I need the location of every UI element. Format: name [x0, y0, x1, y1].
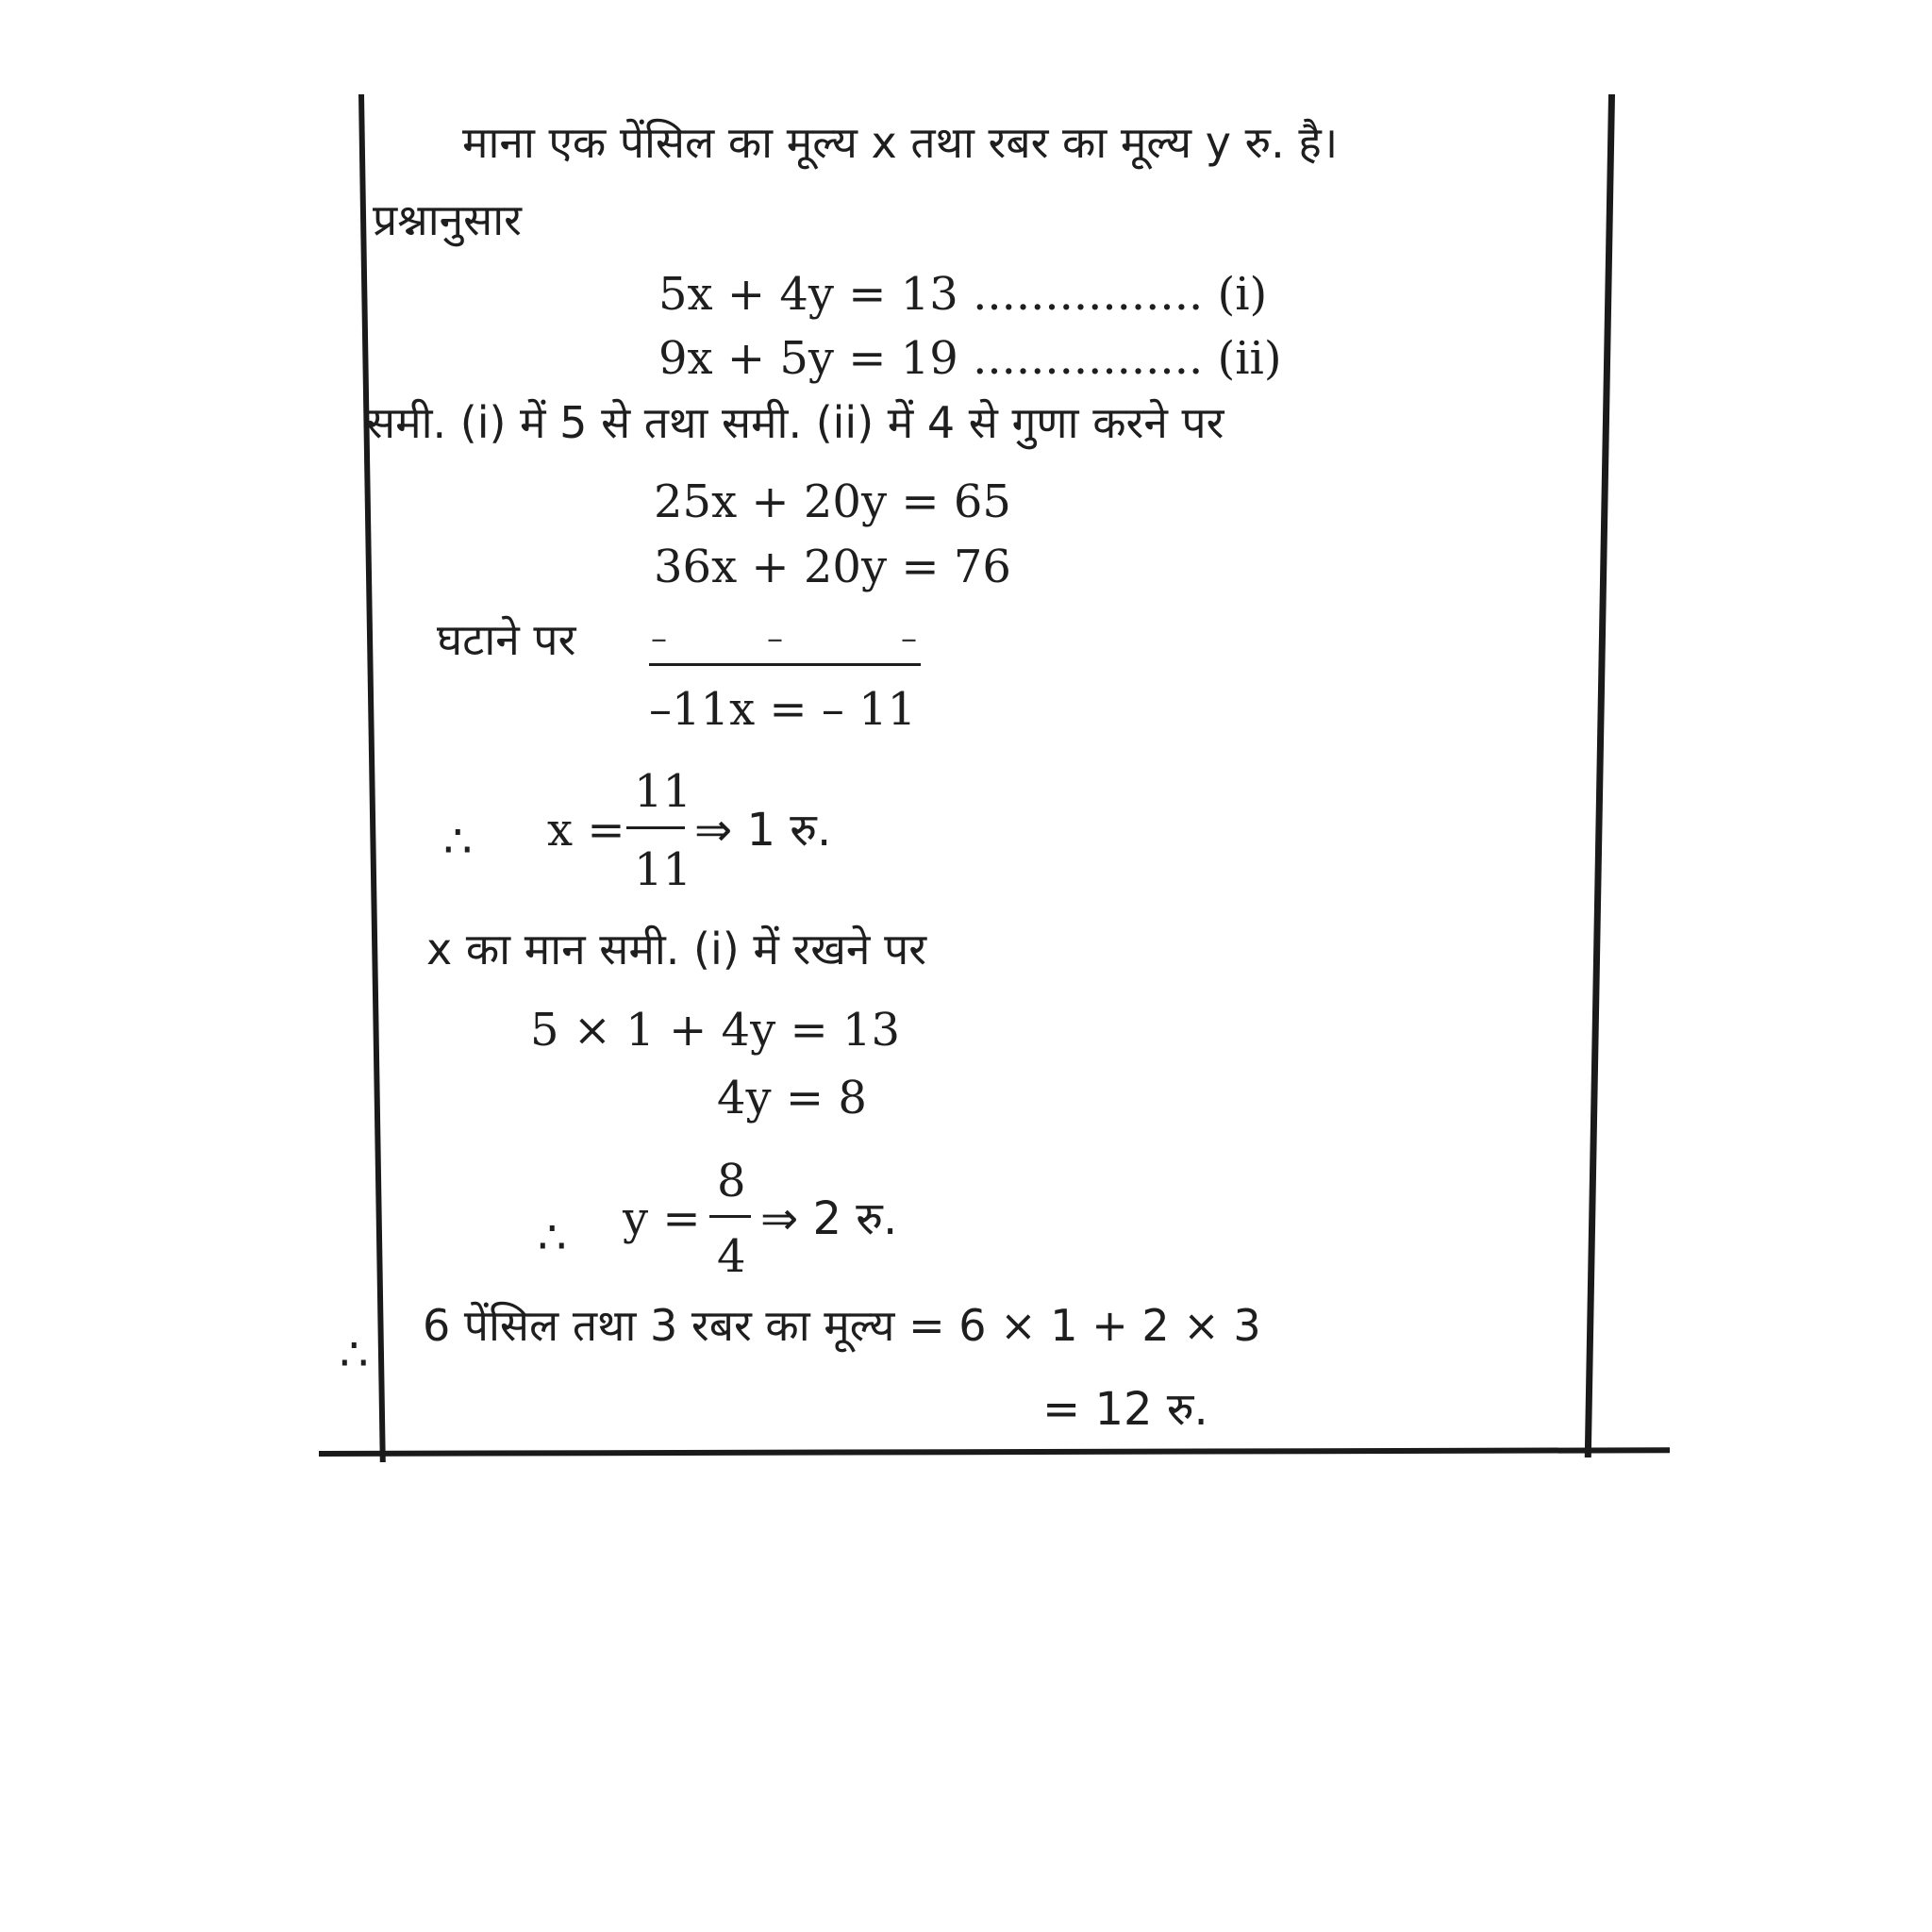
equation-4: 36x + 20y = 76: [654, 541, 1011, 593]
subtract-label: घटाने पर: [437, 614, 576, 665]
final-result: = 12 रु.: [1042, 1383, 1208, 1436]
box-right-border: [1585, 94, 1615, 1457]
equation-2-tag: (ii): [1217, 332, 1282, 385]
x-denominator: 11: [634, 843, 692, 896]
x-numerator: 11: [634, 765, 692, 818]
y-numerator: 8: [717, 1155, 746, 1208]
y-denominator: 4: [717, 1230, 746, 1283]
sign-1: –: [651, 620, 667, 658]
subtraction-rule: [649, 663, 921, 666]
subtraction-result: –11x = – 11: [649, 683, 917, 736]
sign-3: –: [901, 620, 917, 658]
therefore-symbol: ∴: [340, 1328, 369, 1381]
x-result: ⇒ 1 रु.: [694, 804, 832, 857]
equation-1-tag: (i): [1217, 268, 1268, 321]
equation-2: [658, 332, 1282, 385]
therefore-symbol: ∴: [538, 1211, 567, 1264]
intro-line: माना एक पेंसिल का मूल्य x तथा रबर का मूल्य y रु. है।: [462, 117, 1339, 168]
final-statement: 6 पेंसिल तथा 3 रबर का मूल्य = 6 × 1 + 2 × 3: [423, 1300, 1261, 1351]
y-fraction-bar: [709, 1215, 751, 1218]
y-lhs: y =: [623, 1192, 701, 1245]
x-fraction-bar: [626, 826, 685, 829]
according-heading: प्रश्नानुसार: [373, 194, 522, 245]
box-left-border: [358, 94, 386, 1462]
y-result: ⇒ 2 रु.: [760, 1192, 898, 1245]
equation-1: [658, 268, 1268, 321]
x-lhs: x =: [547, 804, 625, 857]
equation-1-dots: ................: [973, 268, 1204, 321]
equation-2-expr: 9x + 5y = 19: [658, 332, 958, 385]
multiply-note: समी. (i) में 5 से तथा समी. (ii) में 4 से गुणा करने पर: [366, 397, 1224, 448]
equation-2-dots: ................: [973, 332, 1204, 385]
box-bottom-border: [319, 1447, 1670, 1457]
sign-2: –: [767, 620, 783, 658]
substitution-step-1: 5 × 1 + 4y = 13: [530, 1004, 901, 1057]
equation-3: 25x + 20y = 65: [654, 475, 1011, 528]
substitution-step-2: 4y = 8: [717, 1072, 867, 1124]
substitute-note: x का मान समी. (i) में रखने पर: [426, 924, 927, 974]
equation-1-expr: 5x + 4y = 13: [658, 268, 958, 321]
therefore-symbol: ∴: [443, 815, 473, 868]
